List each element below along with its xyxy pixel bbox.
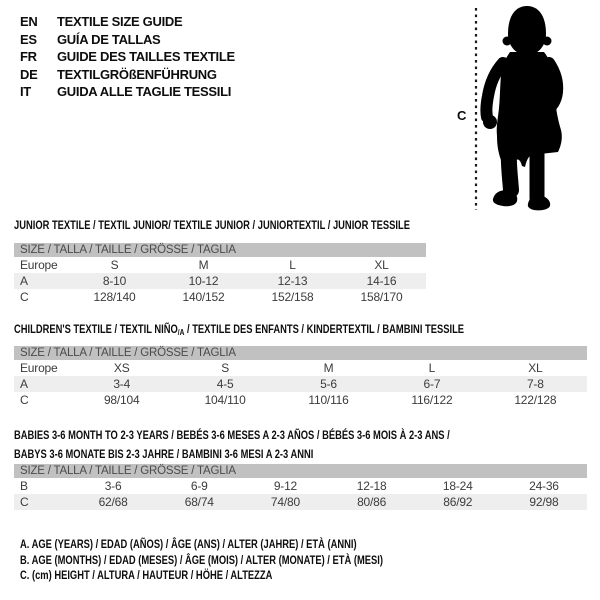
table-cell: 14-16 (366, 274, 397, 288)
children-table (14, 346, 587, 408)
table-row (14, 494, 587, 510)
table-cell: 140/152 (182, 290, 225, 304)
table-cell: XL (528, 361, 543, 375)
title-text: / TEXTILE DES ENFANTS / KINDERTEXTIL / BAMBINI TESSILE (184, 322, 465, 336)
table-cell: 92/98 (529, 495, 559, 509)
title-subscript: /A (177, 327, 185, 337)
table-cell: 116/122 (411, 393, 453, 407)
junior-table-rows (14, 257, 426, 305)
language-code: EN (20, 14, 38, 30)
toddler-body (483, 6, 562, 210)
table-cell: 7-8 (526, 377, 544, 391)
table-row (14, 478, 587, 494)
table-cell: XS (113, 361, 130, 375)
table-cell: S (221, 361, 230, 375)
junior-table (14, 243, 426, 305)
table-cell: 24-36 (529, 479, 559, 493)
row-label: Europe (20, 361, 58, 375)
title-text: CHILDREN'S TEXTILE / TEXTIL NIÑO (14, 322, 178, 336)
table-cell: 5-6 (320, 377, 337, 391)
table-cell: S (110, 258, 119, 272)
language-code: FR (20, 49, 37, 65)
table-cell: 3-6 (104, 479, 122, 493)
table-cell: 122/128 (514, 393, 557, 407)
language-code: ES (20, 31, 37, 47)
children-table-title (14, 321, 464, 340)
size-header: SIZE / TALLA / TAILLE / GRÖSSE / TAGLIA (14, 243, 426, 257)
table-cell: 74/80 (270, 495, 300, 509)
language-label: TEXTILE SIZE GUIDE (57, 14, 183, 30)
footnote-b: B. AGE (MONTHS) / EDAD (MESES) / ÂGE (MOIS) / ALTER (MONATE) / ETÀ (MESI) (20, 552, 383, 567)
language-label: GUIDA ALLE TAGLIE TESSILI (57, 84, 232, 100)
language-row-en (20, 13, 235, 31)
table-cell: 98/104 (103, 393, 140, 407)
row-label: C (20, 393, 29, 407)
table-cell: 12-18 (356, 479, 387, 493)
table-cell: 3-4 (113, 377, 131, 391)
table-cell: 18-24 (442, 479, 473, 493)
height-label-c: C (457, 108, 467, 123)
language-row-it (20, 83, 235, 101)
footnote-c: C. (cm) HEIGHT / ALTURA / HAUTEUR / HÖHE / ALTEZZA (20, 568, 273, 582)
row-label: C (20, 495, 29, 509)
language-list (20, 13, 235, 101)
row-label: B (20, 479, 28, 493)
row-label: A (20, 377, 28, 391)
table-row (14, 376, 587, 392)
table-cell: 10-12 (188, 274, 219, 288)
table-cell: 128/140 (93, 290, 136, 304)
row-label: C (20, 290, 29, 304)
table-row (14, 289, 426, 305)
title-text: BABIES 3-6 MONTH TO 2-3 YEARS / BEBÉS 3-6 MESES A 2-3 AÑOS / BÉBÉS 3-6 MOIS À 2-3 ANS / (14, 428, 450, 442)
table-row (14, 273, 426, 289)
language-label: GUIDE DES TAILLES TEXTILE (57, 49, 235, 65)
toddler-silhouette (440, 0, 600, 215)
table-cell: L (428, 361, 436, 375)
language-code: DE (20, 66, 38, 82)
table-row (14, 360, 587, 376)
table-cell: 158/170 (360, 290, 403, 304)
table-row (14, 257, 426, 273)
table-cell: 104/110 (204, 393, 246, 407)
language-code: IT (20, 84, 31, 100)
table-cell: M (323, 361, 334, 375)
table-cell: XL (374, 258, 389, 272)
table-cell: 12-13 (277, 274, 308, 288)
language-row-de (20, 66, 235, 84)
table-cell: 86/92 (443, 495, 473, 509)
table-cell: 6-9 (190, 479, 208, 493)
language-label: TEXTILGRÖßENFÜHRUNG (57, 66, 217, 82)
table-cell: 110/116 (308, 393, 349, 407)
table-cell: 80/86 (357, 495, 387, 509)
row-label: Europe (20, 258, 58, 272)
table-cell: M (198, 258, 209, 272)
table-cell: 8-10 (102, 274, 127, 288)
footnote-a: A. AGE (YEARS) / EDAD (AÑOS) / ÂGE (ANS) / ALTER (JAHRE) / ETÀ (ANNI) (20, 537, 357, 551)
table-cell: 6-7 (423, 377, 441, 391)
table-cell: 68/74 (184, 495, 214, 509)
size-header: SIZE / TALLA / TAILLE / GRÖSSE / TAGLIA (14, 464, 587, 478)
table-row (14, 392, 587, 408)
title-text: JUNIOR TEXTILE / TEXTIL JUNIOR/ TEXTILE JUNIOR / JUNIORTEXTIL / JUNIOR TESSILE (14, 218, 410, 232)
table-cell: 152/158 (271, 290, 314, 304)
table-cell: 4-5 (216, 377, 234, 391)
children-table-rows (14, 360, 587, 408)
language-label: GUÍA DE TALLAS (57, 31, 161, 47)
language-row-es (20, 31, 235, 49)
junior-table-title (14, 217, 410, 236)
table-cell: 9-12 (273, 479, 298, 493)
babies-table-rows (14, 478, 587, 510)
language-row-fr (20, 48, 235, 66)
footnotes (20, 537, 485, 584)
size-header: SIZE / TALLA / TAILLE / GRÖSSE / TAGLIA (14, 346, 587, 360)
babies-table (14, 464, 587, 510)
babies-table-title (14, 427, 450, 462)
table-cell: L (289, 258, 296, 272)
row-label: A (20, 274, 28, 288)
table-cell: 62/68 (98, 495, 128, 509)
title-line2: BABYS 3-6 MONATE BIS 2-3 JAHRE / BAMBINI 3-6 MESI A 2-3 ANNI (14, 447, 314, 461)
